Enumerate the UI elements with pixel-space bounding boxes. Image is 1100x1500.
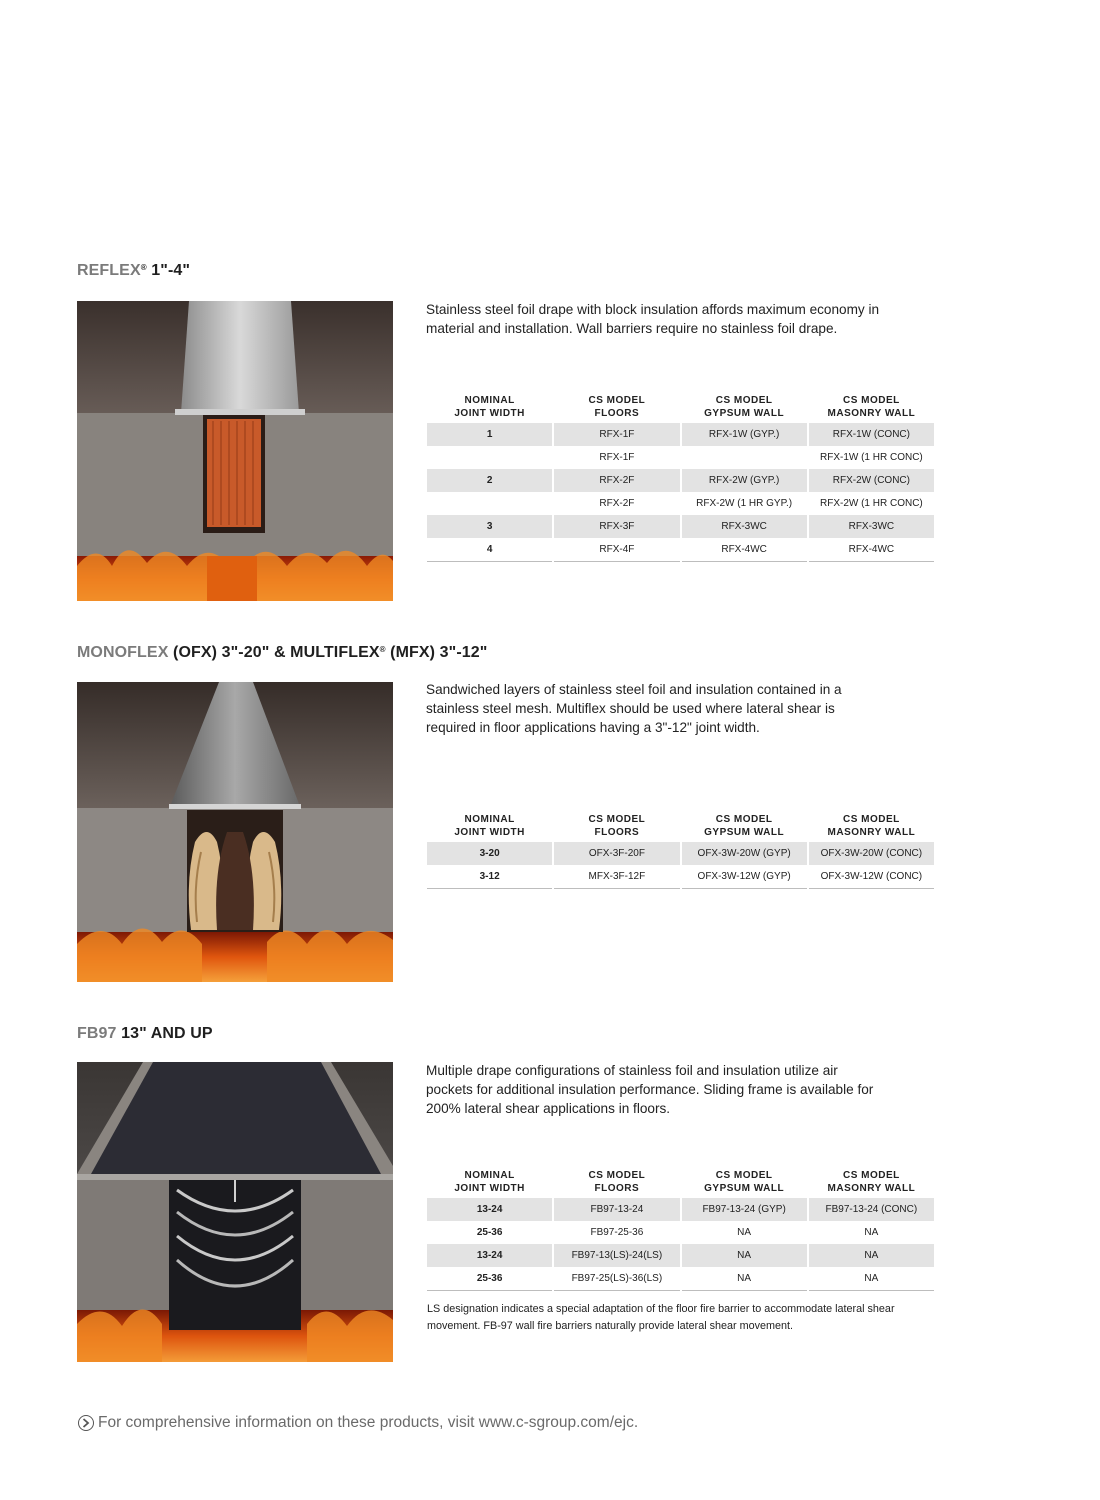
brand-name: REFLEX: [77, 262, 141, 279]
table-header-row: [427, 1169, 934, 1198]
section-title-monoflex: [77, 644, 487, 662]
table-header-row: [427, 813, 934, 842]
table-header-row: [427, 394, 934, 423]
footer-text: For comprehensive information on these products, visit www.c-sgroup.com/ejc.: [98, 1414, 639, 1431]
table-row: 25-36 FB97-25(LS)-36(LS) NA NA: [427, 1267, 934, 1291]
monoflex-spec-table: [425, 813, 936, 889]
table-row: 3 RFX-3F RFX-3WC RFX-3WC: [427, 515, 934, 538]
header-nominal-joint-width: NOMINAL JOINT WIDTH: [454, 1170, 525, 1194]
section-title-fb97: [77, 1025, 213, 1043]
chevron-right-circle-icon: [78, 1415, 94, 1431]
size-range-secondary: (MFX) 3"-12": [385, 644, 488, 661]
header-cs-model-gypsum-wall: CS MODEL GYPSUM WALL: [704, 1170, 785, 1194]
fb97-product-photo: [77, 1062, 393, 1362]
reflex-product-photo: [77, 301, 393, 601]
table-row: RFX-1F RFX-1W (1 HR CONC): [599, 452, 923, 463]
table-row: 13-24 FB97-13(LS)-24(LS) NA NA: [427, 1244, 934, 1267]
size-range: 13" AND UP: [116, 1025, 213, 1042]
monoflex-product-photo: [77, 682, 393, 982]
header-cs-model-floors: CS MODEL FLOORS: [588, 1170, 646, 1194]
table-row: 1 RFX-1F RFX-1W (GYP.) RFX-1W (CONC): [427, 423, 934, 446]
section-title-reflex: [77, 262, 190, 280]
reflex-spec-table: [425, 394, 936, 562]
table-row: 25-36 FB97-25-36 NA NA: [476, 1227, 879, 1238]
header-cs-model-masonry-wall: CS MODEL MASONRY WALL: [827, 395, 916, 419]
header-cs-model-floors: CS MODEL FLOORS: [588, 395, 646, 419]
registered-mark: ®: [379, 645, 386, 654]
table-row: 4 RFX-4F RFX-4WC RFX-4WC: [427, 538, 934, 562]
brand-name: MONOFLEX: [77, 644, 169, 661]
header-cs-model-gypsum-wall: CS MODEL GYPSUM WALL: [704, 814, 785, 838]
header-cs-model-masonry-wall: CS MODEL MASONRY WALL: [827, 814, 916, 838]
table-row: 13-24 FB97-13-24 FB97-13-24 (GYP) FB97-13-24 (CONC): [427, 1198, 934, 1221]
table-row: 3-12 MFX-3F-12F OFX-3W-12W (GYP) OFX-3W-12W (CONC): [427, 865, 934, 889]
registered-mark: ®: [140, 263, 147, 272]
size-range: (OFX) 3"-20" & MULTIFLEX: [168, 644, 380, 661]
monoflex-description: Sandwiched layers of stainless steel foil and insulation contained in a stainless steel mesh. Multiflex should be used where lateral shear is required in floor applications having a 3"-12" joint width.: [426, 682, 842, 735]
header-nominal-joint-width: NOMINAL JOINT WIDTH: [454, 814, 525, 838]
reflex-description: Stainless steel foil drape with block insulation affords maximum economy in material and installation. Wall barriers require no stainless foil drape.: [426, 302, 880, 336]
table-row: 3-20 OFX-3F-20F OFX-3W-20W (GYP) OFX-3W-20W (CONC): [427, 842, 934, 865]
fb97-description: Multiple drape configurations of stainless foil and insulation utilize air pockets for additional insulation performance. Sliding frame is available for 200% lateral shear applications in floors.: [426, 1063, 874, 1116]
size-range: 1"-4": [146, 262, 191, 279]
header-cs-model-floors: CS MODEL FLOORS: [588, 814, 646, 838]
table-row: 2 RFX-2F RFX-2W (GYP.) RFX-2W (CONC): [427, 469, 934, 492]
ls-designation-note: LS designation indicates a special adaptation of the floor fire barrier to accommodate lateral shear movement. FB-97 wall fire barriers naturally provide lateral shear movement.: [427, 1303, 895, 1332]
header-cs-model-masonry-wall: CS MODEL MASONRY WALL: [827, 1170, 916, 1194]
header-nominal-joint-width: NOMINAL JOINT WIDTH: [454, 395, 525, 419]
fb97-spec-table: [425, 1169, 936, 1291]
table-row: RFX-2F RFX-2W (1 HR GYP.) RFX-2W (1 HR CONC): [599, 498, 923, 509]
brand-name: FB97: [77, 1025, 117, 1042]
footer-link[interactable]: [78, 1414, 638, 1432]
header-cs-model-gypsum-wall: CS MODEL GYPSUM WALL: [704, 395, 785, 419]
